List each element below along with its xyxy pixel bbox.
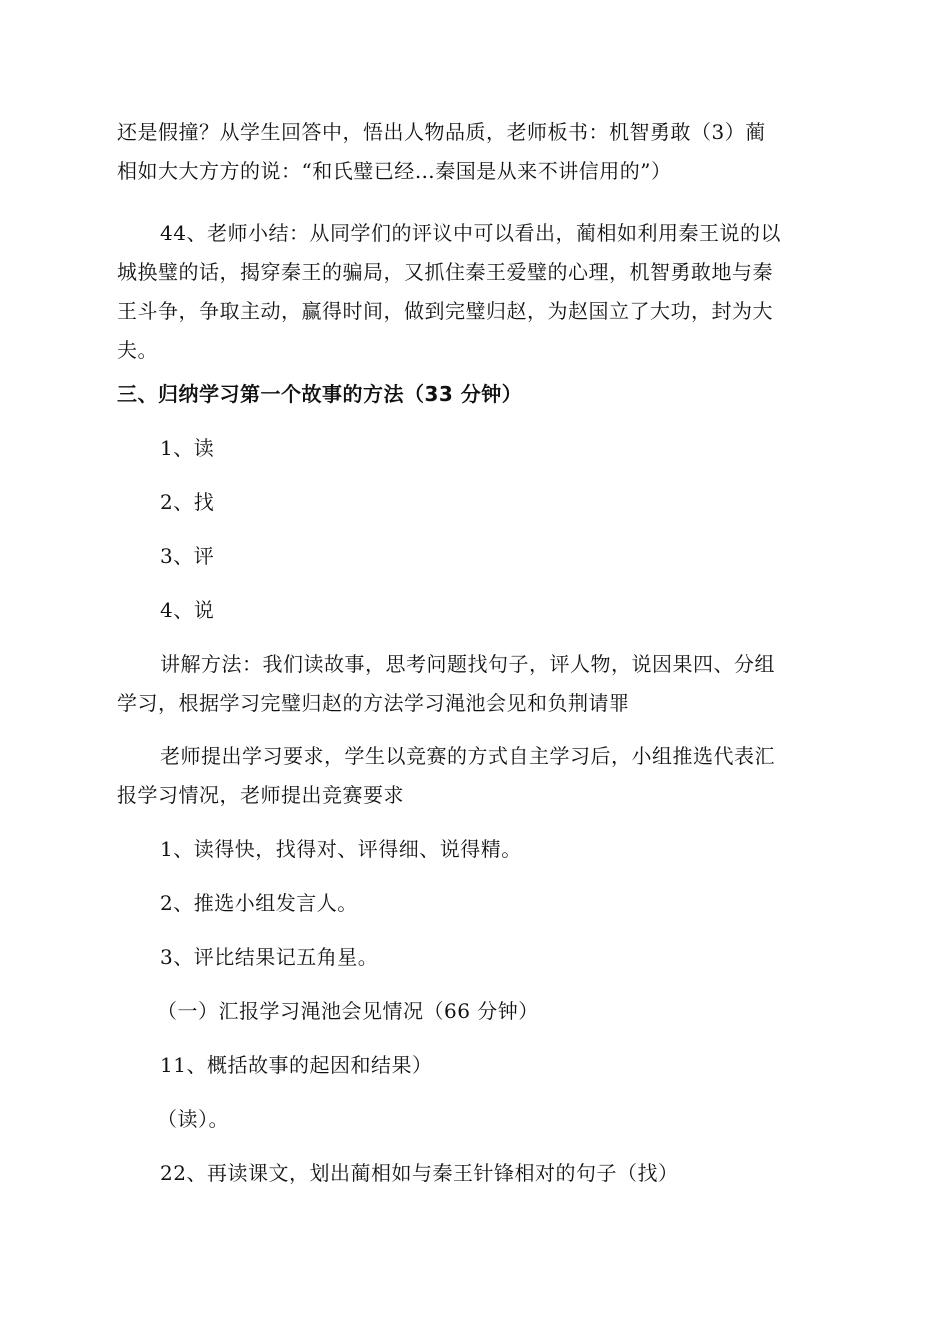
- step-item: 1、读: [160, 436, 215, 460]
- paragraph-line: 夫。: [117, 338, 158, 362]
- step-item: 4、说: [160, 598, 215, 622]
- step-item: 2、找: [160, 490, 215, 514]
- paragraph-line: 44、老师小结：从同学们的评议中可以看出，蔺相如利用秦王说的以: [160, 221, 781, 245]
- paragraph-line: 老师提出学习要求，学生以竞赛的方式自主学习后，小组推选代表汇: [160, 744, 775, 768]
- requirement-item: 1、读得快，找得对、评得细、说得精。: [160, 837, 522, 861]
- paragraph-line: 讲解方法：我们读故事，思考问题找句子，评人物，说因果四、分组: [160, 652, 775, 676]
- list-item: 22、再读课文，划出蔺相如与秦王针锋相对的句子（找）: [160, 1161, 679, 1185]
- list-item: 11、概括故事的起因和结果）: [160, 1053, 433, 1077]
- requirement-item: 3、评比结果记五角星。: [160, 945, 379, 969]
- subsection-heading: （一）汇报学习渑池会见情况（66 分钟）: [157, 999, 539, 1023]
- step-item: 3、评: [160, 544, 215, 568]
- section-heading: 三、归纳学习第一个故事的方法（33 分钟）: [117, 382, 523, 406]
- list-item: （读）。: [157, 1107, 229, 1131]
- paragraph-line: 城换璧的话，揭穿秦王的骗局，又抓住秦王爱璧的心理，机智勇敢地与秦: [117, 260, 773, 284]
- paragraph-line: 还是假撞？从学生回答中，悟出人物品质，老师板书：机智勇敢（3）蔺: [117, 120, 766, 144]
- requirement-item: 2、推选小组发言人。: [160, 891, 358, 915]
- paragraph-line: 王斗争，争取主动，赢得时间，做到完璧归赵，为赵国立了大功，封为大: [117, 299, 773, 323]
- paragraph-line: 相如大大方方的说：“和氏璧已经…秦国是从来不讲信用的”）: [117, 159, 672, 183]
- paragraph-line: 报学习情况，老师提出竞赛要求: [117, 783, 404, 807]
- paragraph-line: 学习，根据学习完璧归赵的方法学习渑池会见和负荆请罪: [117, 691, 630, 715]
